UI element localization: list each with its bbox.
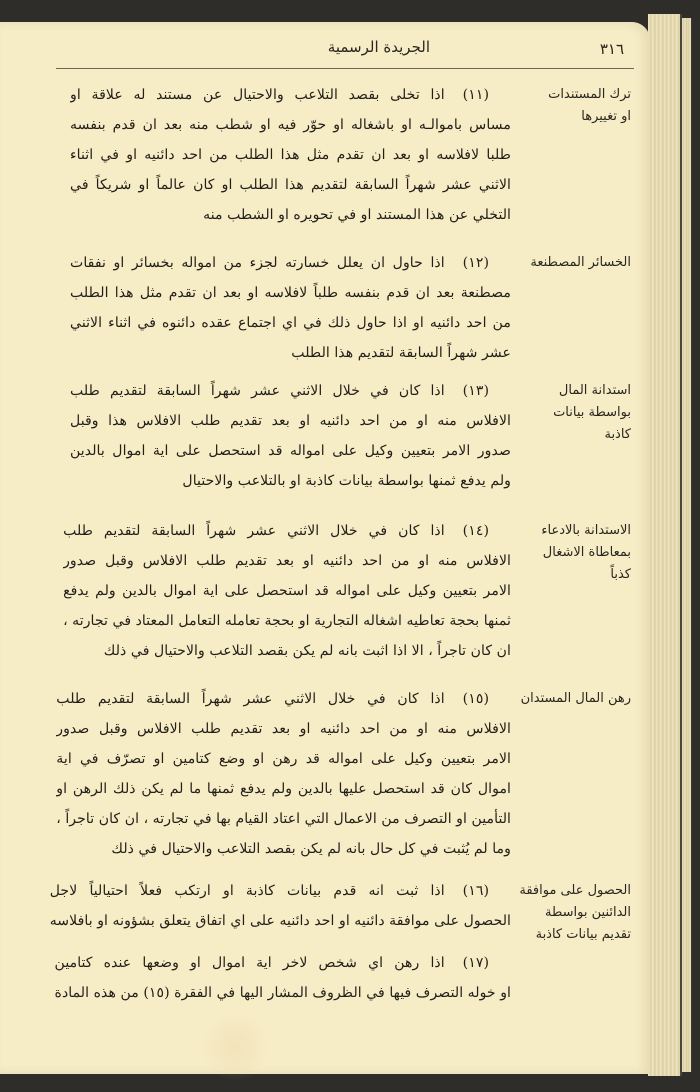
clause-number: (١٣) [462, 383, 489, 399]
margin-note: الاستدانة بالادعاء بمعاطاة الاشغال كذباً [541, 523, 631, 582]
clause-text: (١٣)اذا كان في خلال الاثني عشر شهراً السابقة لتقديم طلب الافلاس منه او من احد دائنيه او بعد تقديم طلب الافلاس هذا وقبل صدور الامر بتعيين وكيل على امواله قد استحصل على اية اموال بالدين ولم يدفع ثمنها بواسطة بيانات كاذبة او بالتلاعب والاحتيال [70, 383, 511, 489]
clause-15 [56, 684, 631, 876]
clause-17 [54, 948, 631, 1020]
clause-number: (١٧) [462, 955, 489, 971]
clause-13 [66, 376, 631, 516]
clause-number: (١٦) [462, 883, 489, 899]
clause-14 [63, 516, 631, 684]
clause-11 [66, 80, 631, 248]
page-number: ٣١٦ [599, 40, 624, 58]
clause-text: (١٦)اذا ثبت انه قدم بيانات كاذبة او ارتكب فعلاً احتيالياً لاجل الحصول على موافقة دائنيه او احد دائنيه على اي اتفاق يتعلق بشؤونه او بافلاسه [49, 883, 511, 929]
margin-note: ترك المستندات او تغييرها [548, 87, 631, 124]
clause-number: (١٤) [462, 523, 489, 539]
clause-number: (١٢) [462, 255, 489, 271]
clause-number: (١٥) [462, 691, 489, 707]
page-body [49, 80, 631, 1020]
page-header [70, 38, 630, 64]
clause-number: (١١) [462, 87, 489, 103]
clause-16 [49, 876, 631, 948]
clause-text: (١٢)اذا حاول ان يعلل خسارته لجزء من امواله بخسائر او نفقات مصطنعة بعد ان قدم بنفسه طلباً لافلاسه او بعد ان تقدم مثل هذا الطلب من احد دائنيه او اذا حاول ذلك في اي اجتماع عقده دائنوه في اثناء الاثني عشر شهراً السابقة لتقديم هذا الطلب [70, 255, 511, 361]
margin-note: رهن المال المستدان [520, 691, 631, 706]
margin-note [511, 948, 631, 1020]
margin-note: الخسائر المصطنعة [530, 255, 631, 270]
clause-text: (١٤)اذا كان في خلال الاثني عشر شهراً السابقة لتقديم طلب الافلاس منه او من احد دائنيه او بعد تقديم طلب الافلاس وقبل صدور الامر بتعيين وكيل على امواله قد استحصل على اية اموال بالدين ولم يدفع ثمنها بحجة تعاطيه اشغاله التجارية او بحجة تعامله التعامل المعتاد في تجارته ، ان كان تاجراً ، الا اذا اثبت بانه لم يكن بقصد التلاعب والاحتيال في ذلك [63, 523, 511, 659]
clause-text: (١١)اذا تخلى بقصد التلاعب والاحتيال عن مستند له علاقة او مساس باموالـه او باشغاله او حوّر فيه او شطب منه بعد ان قدم بنفسه طلبا لافلاسه او بعد ان تقدم مثل هذا الطلب من احد دائنيه او في اثناء الاثني عشر شهراً السابقة لتقديم هذا الطلب او كان عالماً او شريكاً في التخلي عن هذا المستند او في تحويره او الشطب منه [70, 87, 511, 223]
clause-text: (١٥)اذا كان في خلال الاثني عشر شهراً السابقة لتقديم طلب الافلاس منه او من احد دائنيه او بعد تقديم طلب الافلاس وقبل صدور الامر بتعيين وكيل على امواله قد رهن او وضع كتامين او تصرّف في اية اموال كان قد استحصل عليها بالدين ولم يدفع ثمنها ما لم يكن ذلك الرهن او التأمين او التصرف من الاعمال التي اعتاد القيام بها في تجارته ، ان كان تاجراً ، وما لم يُثبت في كل حال بانه لم يكن بقصد التلاعب والاحتيال في ذلك [56, 691, 511, 857]
book-page-edges [648, 14, 682, 1076]
clause-12 [66, 248, 631, 376]
margin-note: استدانة المال بواسطة بيانات كاذبة [553, 383, 631, 442]
running-title: الجريدة الرسمية [327, 38, 430, 56]
header-rule [56, 68, 634, 69]
margin-note: الحصول على موافقة الدائنين بواسطة تقديم بيانات كاذبة [519, 883, 631, 942]
clause-text: (١٧)اذا رهن اي شخص لاخر اية اموال او وضعها عنده كتامين او خوله التصرف فيها في الظروف المشار اليها في الفقرة (١٥) من هذه المادة [54, 955, 511, 1001]
paper-stain [200, 1012, 270, 1082]
